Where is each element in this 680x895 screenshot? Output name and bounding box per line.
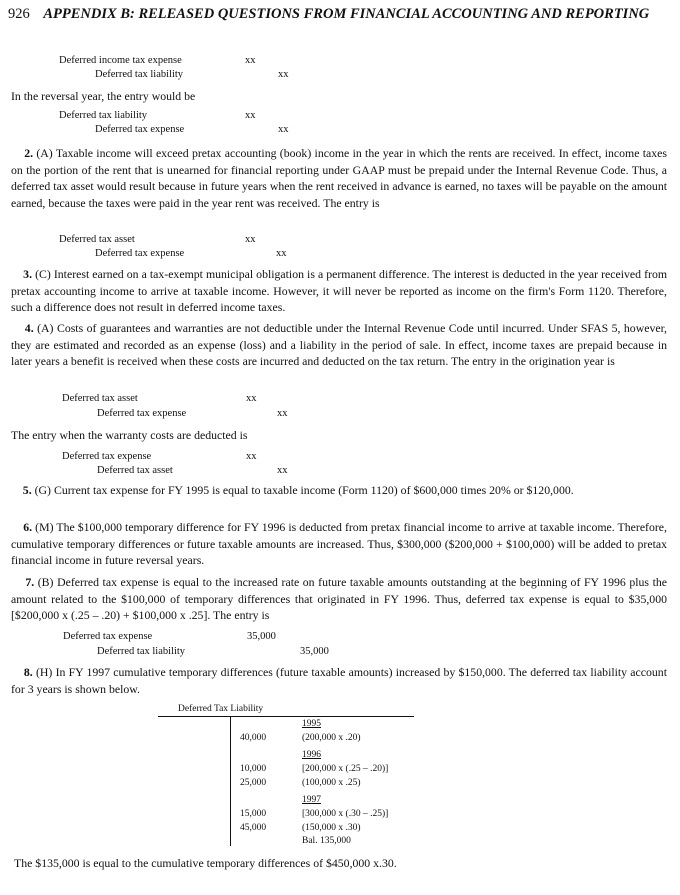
t-amount: 25,000 (240, 778, 267, 788)
je-debit-account: Deferred tax asset (59, 234, 135, 245)
je-credit-amount: xx (278, 69, 289, 80)
t-calc: (150,000 x .30) (302, 823, 361, 833)
t-account-vertical-rule (230, 716, 231, 846)
je-debit-amount: xx (245, 234, 256, 245)
je-debit-account: Deferred tax liability (59, 110, 148, 121)
je-debit-account: Deferred tax expense (62, 451, 152, 462)
warranty-text: The entry when the warranty costs are deducted is (11, 428, 248, 442)
answer-letter: (C) (35, 267, 51, 281)
t-amount: 40,000 (240, 733, 267, 743)
t-calc: (200,000 x .20) (302, 733, 361, 743)
t-calc: [200,000 x (.25 – .20)] (302, 764, 389, 774)
answer-letter: (G) (34, 483, 51, 497)
year-1995: 1995 (302, 719, 321, 729)
t-amount: 15,000 (240, 809, 267, 819)
closing-text: The $135,000 is equal to the cumulative temporary differences of $450,000 x.30. (14, 856, 397, 870)
answer-text: Interest earned on a tax-exempt municipal obligation is a permanent difference. The interest is deducted in the year received from pretax accounting income to arrive at taxable income. However, it will never be reported as income on the firm's Form 1120. Therefore, such a difference does not result in deferred income taxes. (11, 267, 668, 315)
je-credit-account: Deferred tax expense (95, 124, 185, 135)
je-debit-account: Deferred tax expense (63, 631, 153, 642)
answer-5 (11, 482, 667, 499)
answer-number: 6. (23, 520, 33, 534)
page-header (8, 6, 649, 23)
answer-text: In FY 1997 cumulative temporary differences (future taxable amounts) increased by $150,000. The deferred tax liability account for 3 years is shown below. (11, 665, 667, 696)
answer-number: 5. (22, 483, 32, 497)
answer-text: Current tax expense for FY 1995 is equal to taxable income (Form 1120) of $600,000 times 20% or $120,000. (53, 483, 574, 497)
answer-3 (11, 266, 667, 316)
answer-number: 2. (24, 146, 34, 160)
je-debit-amount: xx (246, 393, 257, 404)
je-credit-account: Deferred tax expense (95, 248, 185, 259)
answer-text: Taxable income will exceed pretax accounting (book) income in the year in which the rents are received. In effect, income taxes on the portion of the rent that is unearned for financial reporting under GAAP must be prepaid under the Internal Revenue Code. Thus, a deferred tax asset would result because in future years when the rent received in advance is earned, no taxes will be payable on the amount earned, because the taxes were paid in the year rent was received. The entry is (11, 146, 667, 210)
je-debit-amount: xx (245, 55, 256, 66)
je-credit-amount: xx (277, 408, 288, 419)
je-credit-account: Deferred tax expense (97, 408, 187, 419)
answer-letter: (B) (37, 575, 54, 589)
answer-number: 8. (23, 665, 33, 679)
je-credit-account: Deferred tax liability (95, 69, 184, 80)
je-debit-amount: 35,000 (247, 631, 276, 642)
page-title: APPENDIX B: RELEASED QUESTIONS FROM FINANCIAL ACCOUNTING AND REPORTING (43, 6, 650, 22)
year-1996: 1996 (302, 750, 321, 760)
t-amount: 10,000 (240, 764, 267, 774)
je-debit-account: Deferred tax asset (62, 393, 138, 404)
je-credit-account: Deferred tax asset (97, 465, 173, 476)
t-account-title: Deferred Tax Liability (178, 704, 264, 714)
t-amount: 45,000 (240, 823, 267, 833)
je-credit-account: Deferred tax liability (97, 646, 186, 657)
t-balance: Bal. 135,000 (302, 836, 351, 846)
answer-text: The $100,000 temporary difference for FY 1996 is deducted from pretax financial income to arrive at taxable income. Therefore, cumulative temporary differences or future taxable amounts are increased. Thus, $300,000 ($200,000 + $100,000) will be added to pretax financial income in future reversal years. (11, 520, 667, 568)
page-number: 926 (8, 6, 30, 22)
answer-number: 3. (23, 267, 33, 281)
answer-letter: (M) (35, 520, 54, 534)
answer-text: Costs of guarantees and warranties are not deductible under the Internal Revenue Code until incurred. Under SFAS 5, however, they are estimated and recorded as an expense (loss) and a liability in the period of sale. In effect, income taxes are prepaid because in later years a benefit is received when these costs are incurred and deducted on the tax return. The entry in the origination year is (11, 321, 668, 369)
year-1997: 1997 (302, 795, 321, 805)
t-calc: [300,000 x (.30 – .25)] (302, 809, 389, 819)
answer-letter: (A) (37, 321, 54, 335)
answer-number: 7. (25, 575, 35, 589)
je-credit-amount: xx (276, 248, 287, 259)
je-credit-amount: 35,000 (300, 646, 329, 657)
answer-7 (11, 574, 667, 624)
answer-text: Deferred tax expense is equal to the increased rate on future taxable amounts outstanding at the beginning of FY 1996 plus the amount related to the $100,000 of temporary differences that originated in FY 1996. Thus, deferred tax expense is equal to $35,000 [$200,000 x (.25 – .20) + $100,000 x .25]. The entry is (11, 575, 667, 623)
answer-number: 4. (24, 321, 34, 335)
answer-2 (11, 145, 667, 211)
je-debit-amount: xx (245, 110, 256, 121)
answer-letter: (A) (36, 146, 53, 160)
answer-4 (11, 320, 667, 370)
t-calc: (100,000 x .25) (302, 778, 361, 788)
reversal-text: In the reversal year, the entry would be (11, 89, 196, 103)
answer-6 (11, 519, 667, 569)
je-debit-account: Deferred income tax expense (59, 55, 182, 66)
answer-letter: (H) (35, 665, 53, 679)
answer-8 (11, 664, 667, 697)
je-credit-amount: xx (278, 124, 289, 135)
je-debit-amount: xx (246, 451, 257, 462)
t-account-horizontal-rule (158, 716, 414, 717)
je-credit-amount: xx (277, 465, 288, 476)
